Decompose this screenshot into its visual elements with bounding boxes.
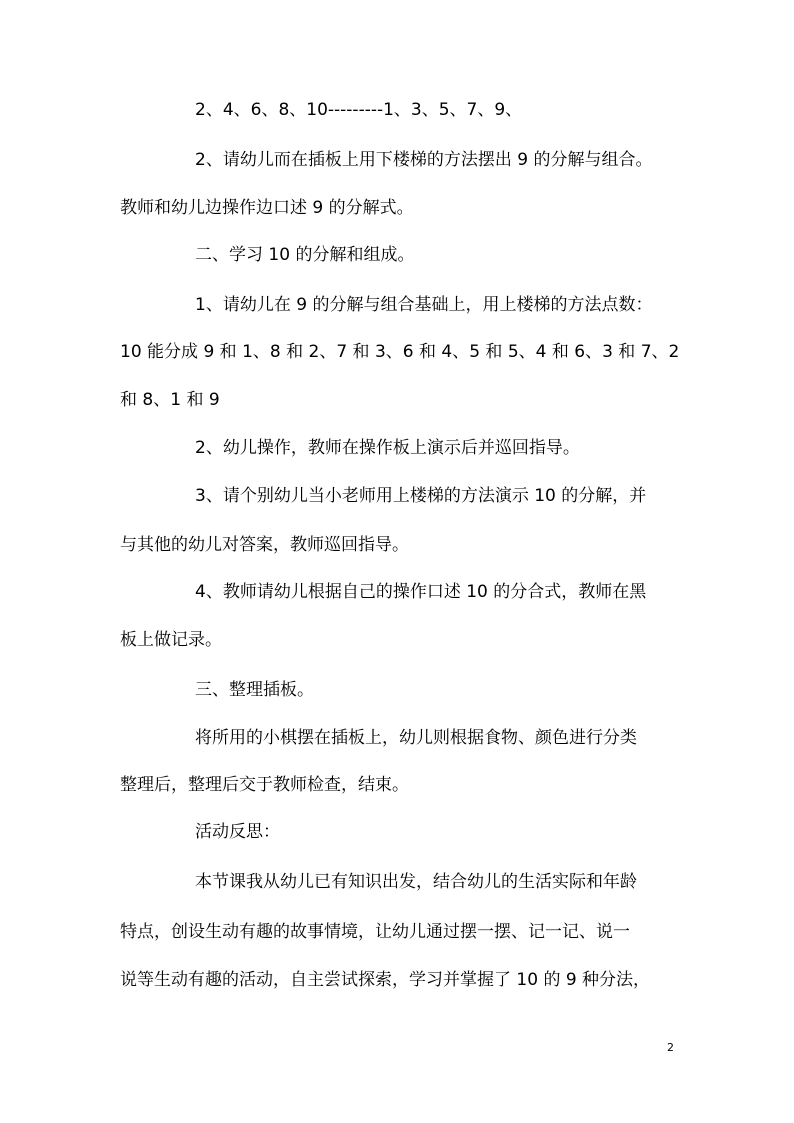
text-line-sec3-para-cont: 整理后，整理后交于教师检查，结束。 (120, 775, 409, 795)
section-heading-3: 三、整理插板。 (195, 680, 314, 700)
text-line-step-2-cont: 教师和幼儿边操作边口述 9 的分解式。 (120, 198, 414, 218)
text-line-sec3-para: 将所用的小棋摆在插板上，幼儿则根据食物、颜色进行分类 (195, 728, 637, 748)
text-line-sec2-step-4: 4、教师请幼儿根据自己的操作口述 10 的分合式，教师在黑 (195, 582, 647, 602)
section-heading-2: 二、学习 10 的分解和组成。 (195, 245, 415, 265)
reflection-heading: 活动反思： (195, 822, 280, 842)
text-line-step-2-intro: 2、请幼儿而在插板上用下楼梯的方法摆出 9 的分解与组合。 (195, 150, 653, 170)
text-line-sec2-step-1: 1、请幼儿在 9 的分解与组合基础上，用上楼梯的方法点数： (195, 295, 653, 315)
text-line-sec2-step-2: 2、幼儿操作，教师在操作板上演示后并巡回指导。 (195, 438, 580, 458)
page-number: 2 (667, 1041, 674, 1054)
text-line-reflection-1: 本节课我从幼儿已有知识出发，结合幼儿的生活实际和年龄 (195, 872, 637, 892)
text-line-sec2-step-3-cont: 与其他的幼儿对答案，教师巡回指导。 (120, 535, 409, 555)
text-line-sec2-step-1-end: 和 8、1 和 9 (120, 390, 220, 410)
text-line-sec2-step-1-cont: 10 能分成 9 和 1、8 和 2、7 和 3、6 和 4、5 和 5、4 和 6、3 和 7、2 (120, 342, 680, 362)
text-line-sec2-step-4-cont: 板上做记录。 (120, 630, 222, 650)
text-line-sequence: 2、4、6、8、10---------1、3、5、7、9、 (195, 100, 523, 120)
text-line-reflection-3: 说等生动有趣的活动，自主尝试探索，学习并掌握了 10 的 9 种分法， (120, 970, 651, 990)
text-line-reflection-2: 特点，创设生动有趣的故事情境，让幼儿通过摆一摆、记一记、说一 (120, 922, 630, 942)
text-line-sec2-step-3: 3、请个别幼儿当小老师用上楼梯的方法演示 10 的分解，并 (195, 486, 647, 506)
